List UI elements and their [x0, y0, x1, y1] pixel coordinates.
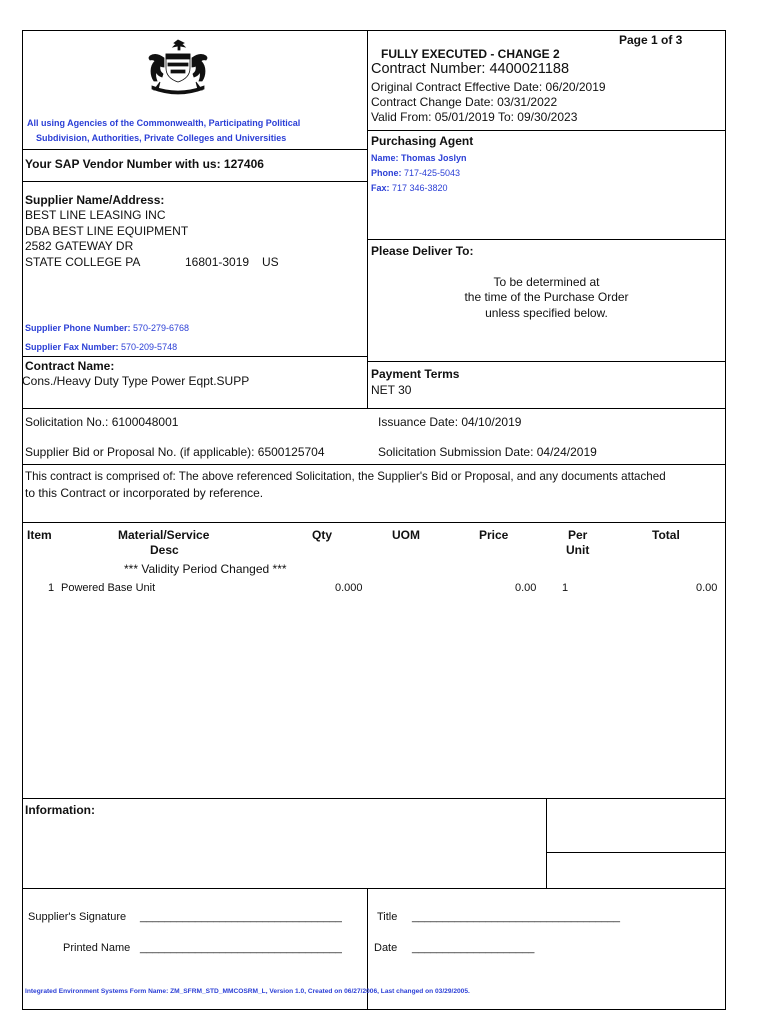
- date-line: ____________________: [412, 942, 535, 954]
- col-header-price: Price: [479, 528, 509, 542]
- deliver-heading: Please Deliver To:: [371, 244, 474, 258]
- supplier-phone: [25, 323, 189, 333]
- contract-name-heading: Contract Name:: [25, 359, 115, 373]
- deliver-line-3: unless specified below.: [485, 306, 608, 320]
- contract-status: FULLY EXECUTED - CHANGE 2: [381, 47, 560, 61]
- form-footer: Integrated Environment Systems Form Name: ZM_SFRM_STD_MMCOSRM_L, Version 1.0, Created on 06/27/2006, Last changed on 03/29/2005.: [25, 988, 470, 995]
- agent-phone-label: Phone:: [371, 168, 404, 178]
- agent-phone-value: 717-425-5043: [404, 168, 461, 178]
- agent-name-label: Name:: [371, 153, 402, 163]
- contract-change-date: Contract Change Date: 03/31/2022: [371, 95, 558, 109]
- supplier-heading: Supplier Name/Address:: [25, 193, 165, 207]
- supplier-phone-label: Supplier Phone Number:: [25, 323, 134, 333]
- agent-fax-label: Fax:: [371, 183, 393, 193]
- row-1-desc: Powered Base Unit: [61, 582, 156, 594]
- frame-bottom: [22, 1009, 726, 1010]
- col-header-material: Material/Service: [118, 528, 210, 542]
- contract-name: Cons./Heavy Duty Type Power Eqpt.SUPP: [22, 374, 250, 388]
- divider-right-3: [367, 361, 726, 362]
- col-header-total: Total: [652, 528, 680, 542]
- supplier-fax: [25, 342, 177, 352]
- commonwealth-seal: [138, 36, 218, 98]
- divider-full-4: [22, 798, 726, 799]
- info-box-divider-v: [546, 798, 547, 889]
- agent-fax: [371, 183, 448, 193]
- supplier-fax-value: 570-209-5748: [121, 342, 178, 352]
- divider-right-1: [367, 130, 726, 131]
- divider-left-3: [22, 356, 368, 357]
- agent-name-value: Thomas Joslyn: [401, 153, 467, 163]
- sap-vendor-number: Your SAP Vendor Number with us: 127406: [25, 157, 264, 171]
- agencies-line-2: Subdivision, Authorities, Private Colleges and Universities: [36, 133, 287, 143]
- comprised-line-1: This contract is comprised of: The above referenced Solicitation, the Supplier's Bid or Proposal, and any documents attached: [25, 470, 666, 483]
- row-1-qty: 0.000: [335, 582, 363, 594]
- divider-full-3: [22, 522, 726, 523]
- contract-number: Contract Number: 4400021188: [371, 61, 570, 77]
- divider-center-upper: [367, 30, 368, 409]
- printed-name-label: Printed Name: [63, 942, 131, 954]
- frame-right: [725, 30, 726, 1010]
- divider-left-2: [22, 181, 368, 182]
- original-effective-date: Original Contract Effective Date: 06/20/2019: [371, 80, 606, 94]
- divider-full-5: [22, 888, 726, 889]
- row-1-total: 0.00: [696, 582, 718, 594]
- row-1-item: 1: [48, 582, 55, 594]
- information-heading: Information:: [25, 803, 95, 817]
- col-header-item: Item: [27, 528, 52, 542]
- col-header-qty: Qty: [312, 528, 333, 542]
- divider-full-2: [22, 464, 726, 465]
- valid-period: Valid From: 05/01/2019 To: 09/30/2023: [371, 110, 578, 124]
- validity-note: *** Validity Period Changed ***: [124, 562, 287, 576]
- row-1-per: 1: [562, 582, 569, 594]
- date-label: Date: [374, 942, 398, 954]
- supplier-zip: 16801-3019: [185, 255, 250, 269]
- supplier-line-1: BEST LINE LEASING INC: [25, 208, 166, 222]
- deliver-line-1: To be determined at: [493, 275, 600, 289]
- payment-terms-heading: Payment Terms: [371, 367, 460, 381]
- agent-name: [371, 153, 467, 163]
- row-1-price: 0.00: [515, 582, 537, 594]
- signature-label: Supplier's Signature: [28, 911, 127, 923]
- agent-fax-value: 717 346-3820: [392, 183, 448, 193]
- divider-right-2: [367, 239, 726, 240]
- info-box-divider-h: [546, 852, 726, 853]
- payment-terms: NET 30: [371, 383, 412, 397]
- supplier-fax-label: Supplier Fax Number:: [25, 342, 122, 352]
- supplier-line-3: 2582 GATEWAY DR: [25, 239, 134, 253]
- col-header-uom: UOM: [392, 528, 420, 542]
- divider-full-1: [22, 408, 726, 409]
- purchasing-agent-heading: Purchasing Agent: [371, 134, 474, 148]
- supplier-bid-number: Supplier Bid or Proposal No. (if applicable): 6500125704: [25, 445, 325, 459]
- solicitation-number: Solicitation No.: 6100048001: [25, 415, 179, 429]
- page-number: Page 1 of 3: [619, 33, 683, 47]
- supplier-phone-value: 570-279-6768: [133, 323, 190, 333]
- col-header-per: Per: [568, 528, 588, 542]
- supplier-country: US: [262, 255, 279, 269]
- frame-top: [22, 30, 726, 31]
- submission-date: Solicitation Submission Date: 04/24/2019: [378, 445, 597, 459]
- issuance-date: Issuance Date: 04/10/2019: [378, 415, 522, 429]
- comprised-line-2: to this Contract or incorporated by reference.: [25, 486, 264, 500]
- agencies-line-1: All using Agencies of the Commonwealth, Participating Political: [27, 118, 301, 128]
- deliver-line-2: the time of the Purchase Order: [464, 290, 629, 304]
- col-header-desc: Desc: [150, 543, 179, 557]
- divider-left-1: [22, 149, 368, 150]
- agent-phone: [371, 168, 460, 178]
- frame-left: [22, 30, 23, 1010]
- supplier-line-2: DBA BEST LINE EQUIPMENT: [25, 224, 189, 238]
- supplier-city: STATE COLLEGE PA: [25, 255, 141, 269]
- printed-name-line: _________________________________: [140, 942, 342, 954]
- title-line: __________________________________: [412, 911, 621, 923]
- title-label: Title: [377, 911, 398, 923]
- signature-line: _________________________________: [140, 911, 342, 923]
- col-header-unit: Unit: [566, 543, 590, 557]
